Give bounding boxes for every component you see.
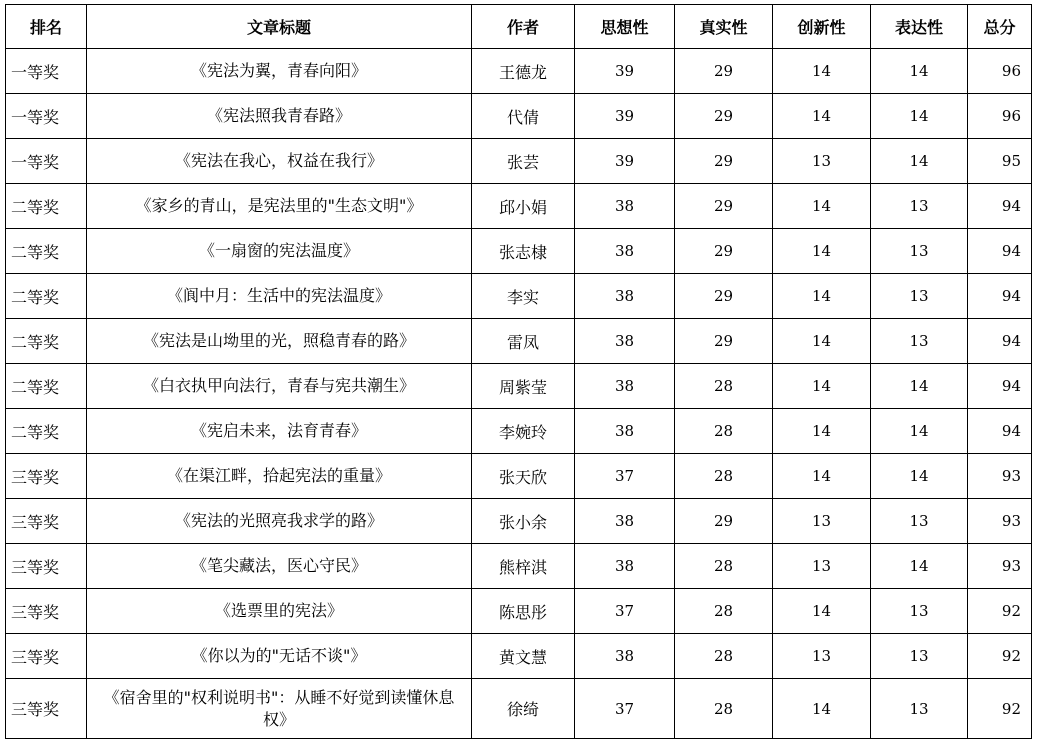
title-cell: 《一扇窗的宪法温度》 — [87, 229, 472, 274]
authenticity-score-cell: 29 — [675, 319, 773, 364]
rank-cell: 一等奖 — [6, 49, 87, 94]
expression-score-cell: 13 — [871, 634, 968, 679]
author-cell: 徐绮 — [472, 679, 575, 739]
table-row — [6, 184, 1032, 229]
expression-score-cell: 13 — [871, 499, 968, 544]
total-score-cell: 93 — [968, 499, 1032, 544]
header-rank: 排名 — [6, 5, 87, 49]
title-cell: 《家乡的青山，是宪法里的"生态文明"》 — [87, 184, 472, 229]
expression-score-cell: 13 — [871, 679, 968, 739]
title-cell: 《宪法的光照亮我求学的路》 — [87, 499, 472, 544]
authenticity-score-cell: 28 — [675, 364, 773, 409]
expression-score-cell: 13 — [871, 184, 968, 229]
innovation-score-cell: 14 — [773, 454, 871, 499]
header-authenticity: 真实性 — [675, 5, 773, 49]
innovation-score-cell: 14 — [773, 589, 871, 634]
title-cell: 《宪法为翼，青春向阳》 — [87, 49, 472, 94]
authenticity-score-cell: 28 — [675, 634, 773, 679]
total-score-cell: 94 — [968, 319, 1032, 364]
table-row — [6, 544, 1032, 589]
innovation-score-cell: 14 — [773, 364, 871, 409]
author-cell: 张志棣 — [472, 229, 575, 274]
author-cell: 周紫莹 — [472, 364, 575, 409]
thought-score-cell: 38 — [575, 499, 675, 544]
thought-score-cell: 37 — [575, 589, 675, 634]
author-cell: 张小余 — [472, 499, 575, 544]
title-cell: 《宪法在我心，权益在我行》 — [87, 139, 472, 184]
author-cell: 雷凤 — [472, 319, 575, 364]
title-cell: 《白衣执甲向法行，青春与宪共潮生》 — [87, 364, 472, 409]
rank-cell: 二等奖 — [6, 184, 87, 229]
author-cell: 王德龙 — [472, 49, 575, 94]
thought-score-cell: 39 — [575, 139, 675, 184]
thought-score-cell: 38 — [575, 634, 675, 679]
author-cell: 黄文慧 — [472, 634, 575, 679]
table-row — [6, 409, 1032, 454]
author-cell: 陈思彤 — [472, 589, 575, 634]
title-cell: 《宪法是山坳里的光，照稳青春的路》 — [87, 319, 472, 364]
authenticity-score-cell: 29 — [675, 49, 773, 94]
table-row — [6, 364, 1032, 409]
header-author: 作者 — [472, 5, 575, 49]
rank-cell: 三等奖 — [6, 544, 87, 589]
total-score-cell: 93 — [968, 544, 1032, 589]
thought-score-cell: 38 — [575, 544, 675, 589]
authenticity-score-cell: 28 — [675, 544, 773, 589]
authenticity-score-cell: 28 — [675, 454, 773, 499]
expression-score-cell: 14 — [871, 94, 968, 139]
table-body — [6, 49, 1032, 739]
innovation-score-cell: 14 — [773, 319, 871, 364]
title-cell: 《在渠江畔，拾起宪法的重量》 — [87, 454, 472, 499]
total-score-cell: 96 — [968, 94, 1032, 139]
author-cell: 张芸 — [472, 139, 575, 184]
total-score-cell: 92 — [968, 589, 1032, 634]
header-title: 文章标题 — [87, 5, 472, 49]
author-cell: 代倩 — [472, 94, 575, 139]
table-row — [6, 274, 1032, 319]
table-row — [6, 454, 1032, 499]
thought-score-cell: 38 — [575, 409, 675, 454]
expression-score-cell: 13 — [871, 229, 968, 274]
table-row — [6, 499, 1032, 544]
innovation-score-cell: 13 — [773, 499, 871, 544]
rank-cell: 三等奖 — [6, 454, 87, 499]
total-score-cell: 94 — [968, 364, 1032, 409]
authenticity-score-cell: 29 — [675, 274, 773, 319]
title-cell: 《你以为的"无话不谈"》 — [87, 634, 472, 679]
rank-cell: 二等奖 — [6, 319, 87, 364]
table-row — [6, 94, 1032, 139]
author-cell: 李婉玲 — [472, 409, 575, 454]
innovation-score-cell: 14 — [773, 274, 871, 319]
innovation-score-cell: 13 — [773, 139, 871, 184]
thought-score-cell: 38 — [575, 184, 675, 229]
thought-score-cell: 37 — [575, 454, 675, 499]
total-score-cell: 94 — [968, 274, 1032, 319]
thought-score-cell: 38 — [575, 229, 675, 274]
thought-score-cell: 39 — [575, 94, 675, 139]
author-cell: 熊梓淇 — [472, 544, 575, 589]
expression-score-cell: 13 — [871, 274, 968, 319]
header-thought: 思想性 — [575, 5, 675, 49]
total-score-cell: 92 — [968, 679, 1032, 739]
thought-score-cell: 37 — [575, 679, 675, 739]
title-cell: 《选票里的宪法》 — [87, 589, 472, 634]
rank-cell: 二等奖 — [6, 274, 87, 319]
thought-score-cell: 38 — [575, 364, 675, 409]
header-innovation: 创新性 — [773, 5, 871, 49]
authenticity-score-cell: 28 — [675, 589, 773, 634]
expression-score-cell: 14 — [871, 454, 968, 499]
header-row — [6, 5, 1032, 49]
award-results-table — [5, 4, 1032, 739]
title-cell: 《宿舍里的"权利说明书"：从睡不好觉到读懂休息权》 — [87, 679, 472, 739]
author-cell: 邱小娟 — [472, 184, 575, 229]
expression-score-cell: 14 — [871, 364, 968, 409]
total-score-cell: 96 — [968, 49, 1032, 94]
expression-score-cell: 14 — [871, 544, 968, 589]
table-row — [6, 229, 1032, 274]
authenticity-score-cell: 28 — [675, 409, 773, 454]
innovation-score-cell: 14 — [773, 184, 871, 229]
table-row — [6, 589, 1032, 634]
rank-cell: 三等奖 — [6, 634, 87, 679]
rank-cell: 三等奖 — [6, 589, 87, 634]
innovation-score-cell: 14 — [773, 49, 871, 94]
total-score-cell: 95 — [968, 139, 1032, 184]
thought-score-cell: 38 — [575, 319, 675, 364]
innovation-score-cell: 13 — [773, 544, 871, 589]
expression-score-cell: 14 — [871, 409, 968, 454]
table-row — [6, 319, 1032, 364]
rank-cell: 一等奖 — [6, 139, 87, 184]
table-row — [6, 49, 1032, 94]
expression-score-cell: 13 — [871, 319, 968, 364]
innovation-score-cell: 14 — [773, 679, 871, 739]
rank-cell: 三等奖 — [6, 499, 87, 544]
table-row — [6, 679, 1032, 739]
total-score-cell: 93 — [968, 454, 1032, 499]
innovation-score-cell: 14 — [773, 409, 871, 454]
title-cell: 《阆中月：生活中的宪法温度》 — [87, 274, 472, 319]
header-expression: 表达性 — [871, 5, 968, 49]
table-row — [6, 139, 1032, 184]
rank-cell: 三等奖 — [6, 679, 87, 739]
expression-score-cell: 13 — [871, 589, 968, 634]
rank-cell: 二等奖 — [6, 229, 87, 274]
authenticity-score-cell: 28 — [675, 679, 773, 739]
author-cell: 李实 — [472, 274, 575, 319]
total-score-cell: 94 — [968, 184, 1032, 229]
total-score-cell: 92 — [968, 634, 1032, 679]
authenticity-score-cell: 29 — [675, 184, 773, 229]
author-cell: 张天欣 — [472, 454, 575, 499]
authenticity-score-cell: 29 — [675, 229, 773, 274]
expression-score-cell: 14 — [871, 49, 968, 94]
title-cell: 《宪启未来，法育青春》 — [87, 409, 472, 454]
innovation-score-cell: 14 — [773, 94, 871, 139]
header-total: 总分 — [968, 5, 1032, 49]
innovation-score-cell: 14 — [773, 229, 871, 274]
table-row — [6, 634, 1032, 679]
thought-score-cell: 38 — [575, 274, 675, 319]
authenticity-score-cell: 29 — [675, 94, 773, 139]
title-cell: 《笔尖藏法，医心守民》 — [87, 544, 472, 589]
authenticity-score-cell: 29 — [675, 139, 773, 184]
rank-cell: 二等奖 — [6, 364, 87, 409]
rank-cell: 二等奖 — [6, 409, 87, 454]
expression-score-cell: 14 — [871, 139, 968, 184]
title-cell: 《宪法照我青春路》 — [87, 94, 472, 139]
authenticity-score-cell: 29 — [675, 499, 773, 544]
innovation-score-cell: 13 — [773, 634, 871, 679]
total-score-cell: 94 — [968, 409, 1032, 454]
rank-cell: 一等奖 — [6, 94, 87, 139]
total-score-cell: 94 — [968, 229, 1032, 274]
thought-score-cell: 39 — [575, 49, 675, 94]
